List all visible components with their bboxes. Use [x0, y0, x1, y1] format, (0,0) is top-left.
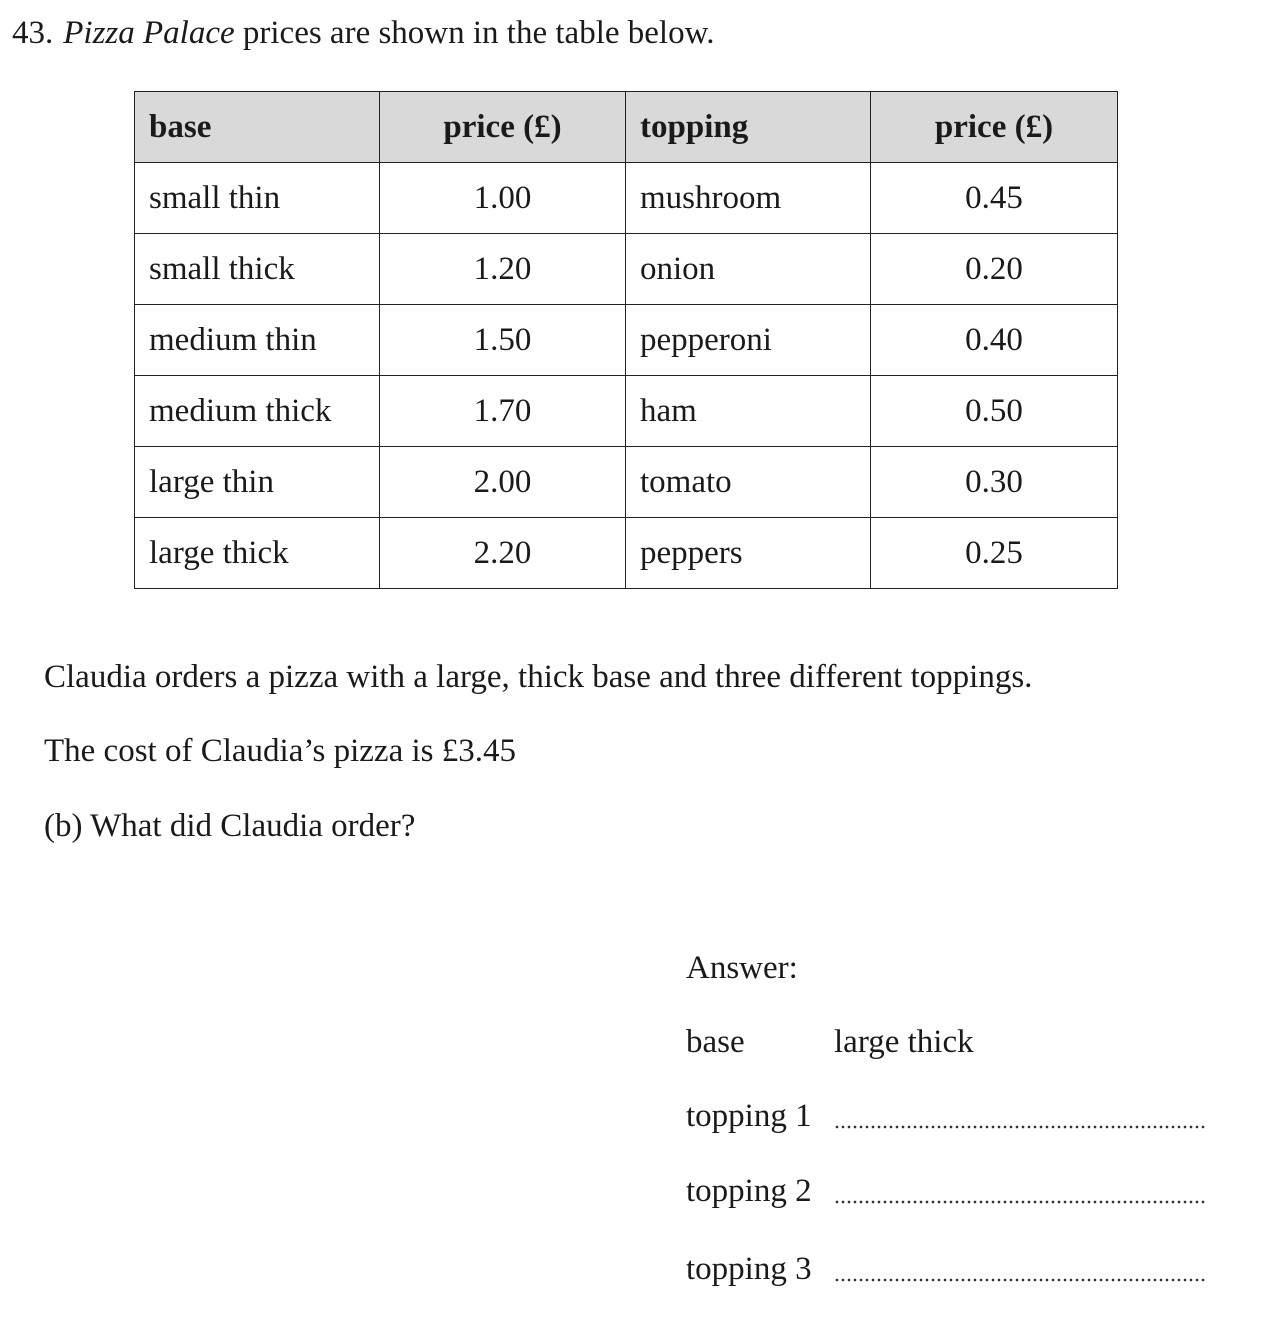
topping-price-cell: 0.50 — [871, 376, 1118, 447]
topping-price-cell: 0.25 — [871, 518, 1118, 589]
order-statement: Claudia orders a pizza with a large, thick base and three different toppings. — [44, 659, 1033, 695]
base-cell: small thick — [135, 234, 380, 305]
base-cell: large thick — [135, 518, 380, 589]
topping-cell: mushroom — [626, 163, 871, 234]
topping-price-cell: 0.40 — [871, 305, 1118, 376]
cost-statement: The cost of Claudia’s pizza is £3.45 — [44, 733, 516, 769]
topping1-answer-line[interactable] — [834, 1125, 1206, 1129]
topping-cell: pepperoni — [626, 305, 871, 376]
question-title-italic: Pizza Palace — [63, 15, 235, 51]
base-price-cell: 1.00 — [380, 163, 626, 234]
topping3-answer-line[interactable] — [834, 1278, 1206, 1282]
table-row — [135, 447, 1118, 518]
header-base-price: price (£) — [380, 92, 626, 163]
answer-topping3-row — [686, 1248, 834, 1290]
part-b-question: (b) What did Claudia order? — [44, 808, 416, 844]
base-price-cell: 1.70 — [380, 376, 626, 447]
question-title — [12, 12, 715, 54]
table-row — [135, 376, 1118, 447]
price-table — [134, 91, 1118, 589]
header-topping-price: price (£) — [871, 92, 1118, 163]
table-row — [135, 234, 1118, 305]
topping-price-cell: 0.20 — [871, 234, 1118, 305]
topping-price-cell: 0.30 — [871, 447, 1118, 518]
base-cell: medium thick — [135, 376, 380, 447]
base-cell: large thin — [135, 447, 380, 518]
answer-heading: Answer: — [686, 950, 798, 986]
topping-cell: peppers — [626, 518, 871, 589]
base-price-cell: 2.20 — [380, 518, 626, 589]
answer-topping2-row — [686, 1170, 834, 1212]
answer-base-value: large thick — [834, 1024, 974, 1060]
header-base: base — [135, 92, 380, 163]
base-price-cell: 1.50 — [380, 305, 626, 376]
table-row — [135, 163, 1118, 234]
base-cell: small thin — [135, 163, 380, 234]
topping-cell: onion — [626, 234, 871, 305]
topping-cell: ham — [626, 376, 871, 447]
topping-price-cell: 0.45 — [871, 163, 1118, 234]
topping-cell: tomato — [626, 447, 871, 518]
header-topping: topping — [626, 92, 871, 163]
answer-topping2-label: topping 2 — [686, 1173, 812, 1209]
table-row — [135, 518, 1118, 589]
topping2-answer-line[interactable] — [834, 1200, 1206, 1204]
question-number: 43. — [12, 15, 54, 51]
answer-base-row — [686, 1021, 974, 1063]
table-row — [135, 305, 1118, 376]
answer-topping1-label: topping 1 — [686, 1098, 812, 1134]
base-price-cell: 1.20 — [380, 234, 626, 305]
base-cell: medium thin — [135, 305, 380, 376]
answer-topping1-row — [686, 1095, 834, 1137]
answer-base-label: base — [686, 1024, 745, 1060]
table-header-row — [135, 92, 1118, 163]
base-price-cell: 2.00 — [380, 447, 626, 518]
answer-topping3-label: topping 3 — [686, 1251, 812, 1287]
question-title-rest: prices are shown in the table below. — [242, 15, 715, 51]
